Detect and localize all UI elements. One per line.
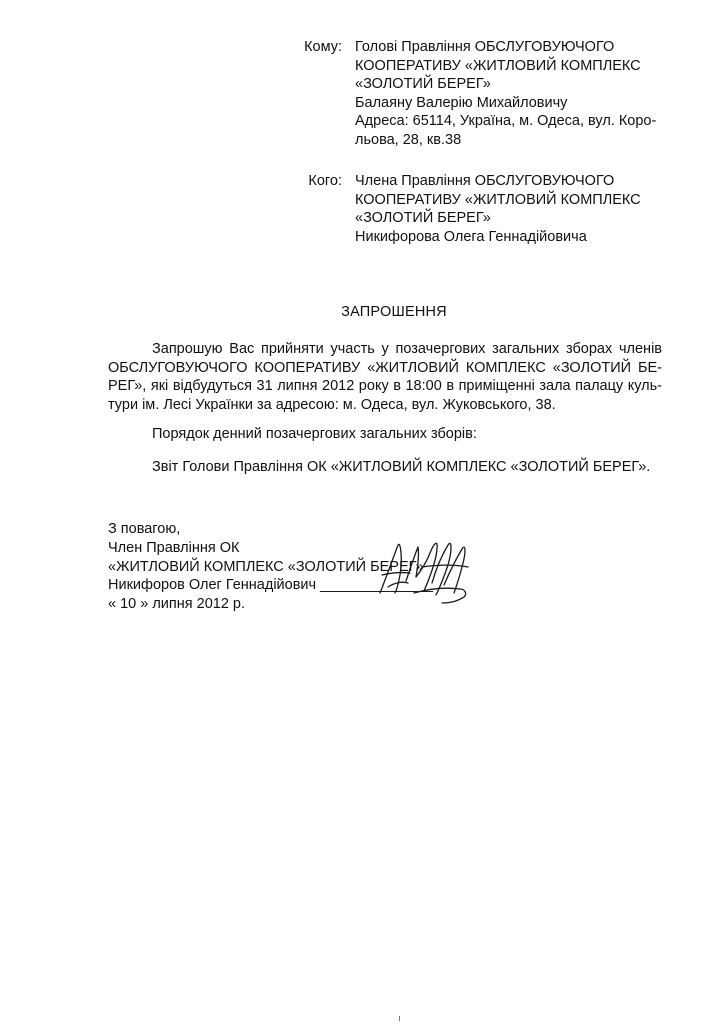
- sender-label: Кого:: [308, 173, 342, 189]
- recipient-line: «ЗОЛОТИЙ БЕРЕГ»: [355, 76, 491, 92]
- closing-line: Член Правління ОК: [108, 539, 240, 556]
- invitation-line: тури ім. Лесі Українки за адресою: м. Одеса, вул. Жуковського, 38.: [108, 396, 556, 413]
- closing-line: З повагою,: [108, 521, 181, 537]
- recipient-line: льова, 28, кв.38: [355, 131, 462, 148]
- recipient-lines: [355, 38, 670, 149]
- closing-line: «ЖИТЛОВИЙ КОМПЛЕКС «ЗОЛОТИЙ БЕРЕГ»: [108, 558, 424, 575]
- recipient-label: Кому:: [304, 39, 342, 55]
- closing-line: Никифоров Олег Геннадійович ______________: [108, 577, 433, 594]
- sender-line: Никифорова Олега Геннадійовича: [355, 228, 587, 245]
- closing-line: « 10 » липня 2012 р.: [108, 596, 246, 613]
- sender-line: Члена Правління ОБСЛУГОВУЮЧОГО: [355, 173, 615, 189]
- recipient-line: КООПЕРАТИВУ «ЖИТЛОВИЙ КОМПЛЕКС: [355, 57, 641, 74]
- invitation-line: Запрошую Вас прийняти участь у позачергових загальних зборах членів: [152, 341, 662, 357]
- agenda-heading-text: Порядок денний позачергових загальних зборів:: [152, 426, 477, 442]
- sender-line: КООПЕРАТИВУ «ЖИТЛОВИЙ КОМПЛЕКС: [355, 191, 641, 208]
- invitation-line: РЕГ», які відбудуться 31 липня 2012 року в 18:00 в приміщенні зала палацу куль-: [108, 378, 662, 394]
- agenda-heading: [108, 425, 662, 444]
- document-title: ЗАПРОШЕННЯ: [341, 304, 447, 320]
- recipient-line: Балаяну Валерію Михайловичу: [355, 94, 568, 111]
- recipient-line: Голові Правління ОБСЛУГОВУЮЧОГО: [355, 39, 615, 55]
- agenda-item-text: Звіт Голови Правління ОК «ЖИТЛОВИЙ КОМПЛЕКС «ЗОЛОТИЙ БЕРЕГ».: [152, 459, 651, 475]
- handwritten-signature: [318, 523, 478, 608]
- recipient-line: Адреса: 65114, Україна, м. Одеса, вул. Коро-: [355, 113, 657, 129]
- invitation-paragraph: [108, 340, 662, 414]
- agenda-item: [108, 458, 662, 477]
- invitation-line: ОБСЛУГОВУЮЧОГО КООПЕРАТИВУ «ЖИТЛОВИЙ КОМПЛЕКС «ЗОЛОТИЙ БЕ-: [108, 359, 662, 376]
- sender-lines: [355, 172, 670, 246]
- sender-line: «ЗОЛОТИЙ БЕРЕГ»: [355, 210, 491, 226]
- scan-mark: [399, 1016, 400, 1021]
